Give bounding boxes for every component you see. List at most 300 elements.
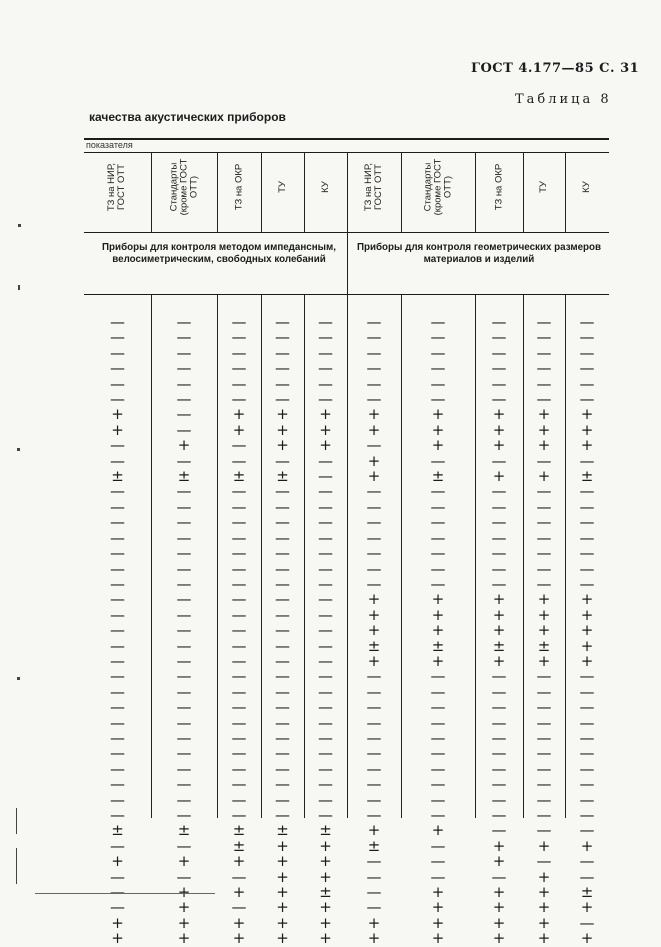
table-cell: — (176, 528, 192, 547)
table-cell: — (366, 744, 382, 763)
table-cell: — (579, 451, 595, 470)
table-cell: — (366, 374, 382, 393)
column-header-label: КУ (581, 181, 592, 193)
table-cell: — (275, 574, 290, 593)
table-cell: — (430, 359, 446, 378)
table-cell: + (492, 420, 506, 439)
table-cell: + (111, 852, 124, 871)
table-cell: — (430, 390, 446, 409)
table-cell: — (176, 806, 192, 824)
table-cell: — (579, 343, 595, 362)
table-cell: + (431, 929, 445, 947)
table-cell: — (275, 528, 290, 547)
table-cell: — (176, 605, 192, 624)
table-caption: качества акустических приборов (89, 110, 286, 124)
table-cell: — (536, 806, 552, 824)
table-cell: — (110, 574, 125, 593)
column-header (565, 156, 609, 218)
table-cell: — (110, 390, 125, 409)
table-cell: — (366, 497, 382, 516)
table-cell: — (110, 790, 125, 809)
table-cell: + (232, 913, 246, 932)
table-cell: — (318, 713, 333, 732)
table-cell: — (110, 313, 125, 331)
table-cell: + (580, 590, 594, 609)
value-column (347, 315, 401, 947)
table-cell: + (367, 405, 381, 424)
table-cell: + (537, 867, 551, 886)
table-cell: — (275, 605, 290, 624)
table-cell: — (231, 559, 247, 578)
table-cell: + (431, 405, 445, 424)
value-column (401, 315, 475, 947)
table-number: Таблица 8 (515, 92, 612, 107)
table-cell: — (231, 682, 247, 701)
table-cell: + (276, 929, 289, 947)
table-cell: — (366, 313, 382, 331)
table-cell: — (536, 821, 552, 840)
table-cell: + (319, 913, 332, 932)
table-cell: — (491, 775, 507, 794)
table-cell: — (366, 883, 382, 902)
table-cell: + (431, 821, 445, 840)
column-header (401, 156, 475, 218)
table-cell: — (318, 621, 333, 640)
table-cell: — (318, 528, 333, 547)
table-cell: + (431, 651, 445, 670)
bottom-scan-line (35, 893, 215, 894)
table-cell: — (231, 698, 247, 717)
table-cell: — (536, 759, 552, 778)
table-cell: — (491, 374, 507, 393)
table-cell: — (536, 359, 552, 378)
table-cell: ± (232, 836, 246, 855)
table-cell: — (536, 559, 552, 578)
table-cell: — (318, 667, 333, 686)
table-cell: — (176, 698, 192, 717)
table-cell: — (579, 713, 595, 732)
table-cell: — (176, 359, 192, 378)
table-cell: — (579, 667, 595, 686)
table-cell: — (176, 667, 192, 686)
table-cell: — (275, 728, 290, 747)
table-cell: — (366, 667, 382, 686)
table-cell: — (491, 451, 507, 470)
table-cell: — (110, 359, 125, 378)
table-cell: + (537, 836, 551, 855)
table-cell: — (579, 574, 595, 593)
table-cell: — (318, 728, 333, 747)
table-cell: — (536, 574, 552, 593)
table-cell: + (276, 867, 289, 886)
table-cell: + (276, 883, 289, 902)
table-cell: — (318, 544, 333, 563)
table-cell: ± (367, 636, 381, 655)
value-column (151, 315, 217, 947)
table-cell: — (176, 482, 192, 501)
table-cell: + (319, 867, 332, 886)
table-cell: + (367, 821, 381, 840)
table-cell: — (176, 867, 192, 886)
table-cell: — (176, 636, 192, 655)
table-cell: — (231, 713, 247, 732)
table-cell: — (491, 482, 507, 501)
table-cell: — (536, 544, 552, 563)
table-cell: — (110, 836, 125, 855)
table-cell: — (491, 313, 507, 331)
table-cell: + (431, 883, 445, 902)
table-cell: — (110, 744, 125, 763)
table-cell: + (492, 405, 506, 424)
table-cell: — (275, 359, 290, 378)
table-cell: — (430, 775, 446, 794)
table-cell: ± (177, 821, 191, 840)
table-cell: — (366, 713, 382, 732)
table-cell: + (537, 883, 551, 902)
table-cell: — (430, 559, 446, 578)
table-cell: ± (111, 467, 124, 486)
table-cell: — (579, 313, 595, 331)
table-cell: — (430, 528, 446, 547)
table-cell: — (430, 482, 446, 501)
column-header (84, 156, 151, 218)
table-cell: — (110, 682, 125, 701)
first-column-header: показателя (86, 140, 133, 150)
table-cell: — (110, 343, 125, 362)
table-cell: — (176, 313, 192, 331)
table-cell: — (430, 698, 446, 717)
table-cell: — (366, 436, 382, 455)
table-cell: + (492, 605, 506, 624)
table-cell: + (232, 929, 246, 947)
table-cell: — (579, 544, 595, 563)
table-cell: — (275, 651, 290, 670)
table-cell: — (491, 698, 507, 717)
table-cell: — (275, 744, 290, 763)
column-header-label: ТЗ на ОКР (492, 163, 504, 211)
table-cell: — (491, 821, 507, 840)
table-cell: — (231, 790, 247, 809)
table-cell: — (275, 482, 290, 501)
table-cell: — (366, 544, 382, 563)
value-column (475, 315, 523, 947)
table-cell: — (110, 605, 125, 624)
table-cell: — (366, 574, 382, 593)
table-cell: + (111, 929, 124, 947)
table-cell: — (536, 497, 552, 516)
table-cell: — (579, 759, 595, 778)
table-cell: — (318, 651, 333, 670)
table-cell: + (492, 898, 506, 917)
table-cell: + (431, 605, 445, 624)
table-cell: — (275, 390, 290, 409)
table-cell: — (536, 328, 552, 347)
table-cell: — (110, 713, 125, 732)
table-cell: — (176, 420, 192, 439)
table-cell: + (537, 436, 551, 455)
table-cell: — (318, 790, 333, 809)
value-column (261, 315, 304, 947)
table-cell: — (579, 390, 595, 409)
table-cell: — (318, 574, 333, 593)
table-cell: — (491, 682, 507, 701)
table-cell: — (366, 343, 382, 362)
table-top-rule (84, 138, 609, 140)
table-cell: + (111, 405, 124, 424)
column-header-label: ТЗ на НИР, ГОСТ ОТТ (106, 162, 128, 212)
table-cell: — (491, 759, 507, 778)
table-cell: + (537, 929, 551, 947)
table-cell: — (275, 806, 290, 824)
table-cell: + (492, 651, 506, 670)
table-cell: — (491, 497, 507, 516)
table-cell: — (318, 682, 333, 701)
table-cell: — (536, 390, 552, 409)
table-cell: — (231, 451, 247, 470)
table-cell: + (537, 651, 551, 670)
table-cell: — (536, 852, 552, 871)
table-cell: — (579, 513, 595, 532)
table-cell: — (366, 698, 382, 717)
value-column (565, 315, 609, 947)
table-cell: — (579, 528, 595, 547)
table-cell: — (366, 328, 382, 347)
table-cell: + (537, 420, 551, 439)
column-header-label: ТУ (538, 181, 549, 193)
table-cell: — (231, 667, 247, 686)
table-cell: ± (111, 821, 124, 840)
table-cell: — (231, 605, 247, 624)
column-header (261, 156, 304, 218)
table-cell: — (231, 374, 247, 393)
table-cell: — (231, 621, 247, 640)
table-cell: + (431, 436, 445, 455)
table-cell: ± (177, 467, 191, 486)
table-cell: — (579, 698, 595, 717)
table-cell: — (536, 528, 552, 547)
table-cell: — (275, 497, 290, 516)
table-cell: — (231, 806, 247, 824)
table-cell: + (276, 836, 289, 855)
table-cell: + (537, 898, 551, 917)
table-cell: — (318, 374, 333, 393)
table-cell: — (176, 343, 192, 362)
table-cell: + (367, 590, 381, 609)
table-cell: + (319, 852, 332, 871)
table-cell: — (110, 651, 125, 670)
table-cell: — (275, 374, 290, 393)
table-cell: — (579, 775, 595, 794)
table-cell: — (536, 713, 552, 732)
table-cell: ± (367, 836, 381, 855)
table-cell: + (319, 420, 332, 439)
table-cell: — (366, 513, 382, 532)
table-cell: — (366, 867, 382, 886)
table-cell: + (232, 405, 246, 424)
table-cell: + (177, 436, 191, 455)
column-header (304, 156, 347, 218)
table-cell: — (536, 513, 552, 532)
table-cell: — (491, 728, 507, 747)
table-cell: + (580, 636, 594, 655)
table-cell: — (366, 728, 382, 747)
table-cell: — (491, 713, 507, 732)
table-cell: + (276, 436, 289, 455)
table-cell: — (366, 482, 382, 501)
group-heading: Приборы для контроля геометрических размеров материалов и изделий (356, 242, 602, 265)
table-cell: + (367, 451, 381, 470)
table-cell: — (491, 559, 507, 578)
table-cell: — (176, 651, 192, 670)
table-cell: — (110, 806, 125, 824)
table-cell: — (110, 898, 125, 917)
table-cell: — (579, 867, 595, 886)
table-cell: — (430, 513, 446, 532)
table-cell: — (231, 590, 247, 609)
table-cell: + (367, 913, 381, 932)
column-header (217, 156, 261, 218)
table-cell: — (366, 898, 382, 917)
table-cell: — (110, 544, 125, 563)
table-cell: — (579, 913, 595, 932)
table-cell: + (367, 420, 381, 439)
table-cell: + (177, 852, 191, 871)
table-cell: — (579, 852, 595, 871)
table-cell: — (318, 559, 333, 578)
table-cell: ± (232, 821, 246, 840)
table-cell: — (491, 744, 507, 763)
table-cell: + (580, 836, 594, 855)
table-cell: + (492, 929, 506, 947)
table-cell: — (318, 467, 333, 486)
table-cell: — (176, 374, 192, 393)
table-cell: + (276, 898, 289, 917)
table-cell: — (110, 698, 125, 717)
table-cell: — (430, 682, 446, 701)
table-cell: — (491, 390, 507, 409)
table-cell: — (110, 590, 125, 609)
table-cell: — (579, 497, 595, 516)
table-cell: — (176, 759, 192, 778)
table-cell: — (430, 313, 446, 331)
table-cell: — (231, 436, 247, 455)
table-cell: + (111, 420, 124, 439)
table-cell: — (110, 559, 125, 578)
table-cell: + (232, 420, 246, 439)
table-cell: — (275, 759, 290, 778)
table-cell: — (275, 343, 290, 362)
table-cell: — (231, 513, 247, 532)
table-cell: — (536, 667, 552, 686)
table-cell: ± (232, 467, 246, 486)
table-cell: ± (580, 883, 594, 902)
table-cell: — (275, 328, 290, 347)
table-cell: — (231, 775, 247, 794)
margin-mark (16, 808, 17, 834)
table-cell: — (430, 836, 446, 855)
table-cell: — (430, 744, 446, 763)
table-cell: + (367, 605, 381, 624)
table-cell: + (177, 913, 191, 932)
table-cell: + (276, 420, 289, 439)
table-cell: — (579, 359, 595, 378)
table-cell: — (231, 898, 247, 917)
table-cell: ± (537, 636, 551, 655)
table-cell: — (176, 451, 192, 470)
table-cell: — (275, 313, 290, 331)
table-cell: — (430, 574, 446, 593)
table-cell: — (318, 313, 333, 331)
table-cell: — (176, 621, 192, 640)
table-cell: ± (431, 636, 445, 655)
table-cell: — (366, 559, 382, 578)
table-cell: — (110, 759, 125, 778)
table-cell: — (318, 605, 333, 624)
table-cell: — (536, 728, 552, 747)
table-cell: — (430, 328, 446, 347)
table-cell: — (366, 790, 382, 809)
table-cell: ± (319, 883, 332, 902)
table-cell: + (580, 651, 594, 670)
table-cell: — (366, 390, 382, 409)
table-cell: — (231, 867, 247, 886)
table-cell: — (430, 867, 446, 886)
table-cell: ± (276, 821, 289, 840)
table-cell: + (492, 883, 506, 902)
table-cell: — (430, 343, 446, 362)
table-cell: — (491, 667, 507, 686)
table-cell: — (536, 698, 552, 717)
table-cell: — (579, 559, 595, 578)
table-cell: + (276, 405, 289, 424)
table-cell: — (110, 328, 125, 347)
table-cell: — (231, 744, 247, 763)
table-cell: ± (319, 821, 332, 840)
table-cell: — (491, 806, 507, 824)
table-cell: — (536, 682, 552, 701)
table-cell: — (231, 390, 247, 409)
table-cell: — (536, 775, 552, 794)
table-cell: — (491, 528, 507, 547)
table-cell: — (176, 775, 192, 794)
table-cell: — (176, 513, 192, 532)
table-cell: — (430, 451, 446, 470)
table-cell: — (110, 728, 125, 747)
table-cell: + (276, 913, 289, 932)
table-cell: — (430, 497, 446, 516)
table-cell: — (275, 451, 290, 470)
table-cell: + (537, 467, 551, 486)
table-cell: — (430, 806, 446, 824)
table-cell: — (579, 328, 595, 347)
table-cell: — (176, 559, 192, 578)
table-cell: — (318, 636, 333, 655)
table-cell: — (231, 544, 247, 563)
table-cell: — (275, 713, 290, 732)
table-cell: + (580, 436, 594, 455)
value-column (304, 315, 347, 947)
table-cell: + (492, 436, 506, 455)
table-cell: + (319, 836, 332, 855)
table-cell: + (319, 898, 332, 917)
table-cell: — (231, 497, 247, 516)
table-cell: — (176, 836, 192, 855)
column-header (151, 156, 217, 218)
table-cell: + (537, 913, 551, 932)
table-cell: + (431, 913, 445, 932)
margin-mark (17, 677, 20, 680)
table-cell: + (431, 590, 445, 609)
